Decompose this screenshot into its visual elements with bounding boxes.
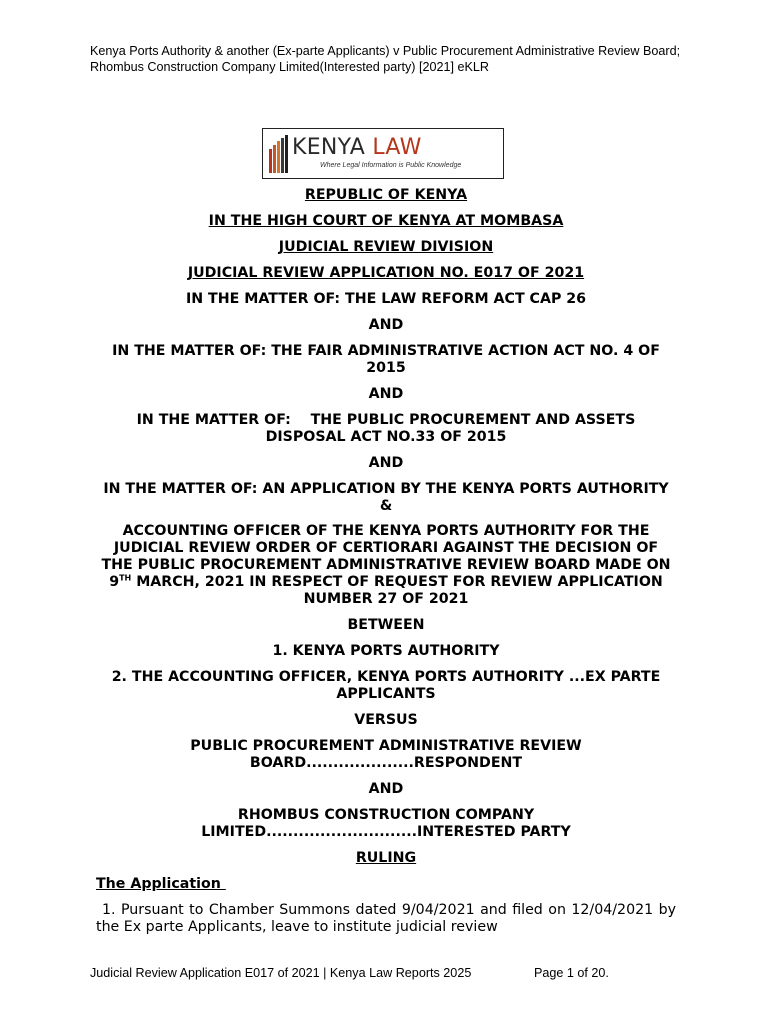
document-body [96,187,676,936]
party-interested: RHOMBUS CONSTRUCTION COMPANY LIMITED............................INTERESTED PARTY [201,807,571,840]
party-kenya-ports: 1. KENYA PORTS AUTHORITY [272,643,500,659]
between-separator: BETWEEN [347,617,425,633]
and-separator: AND [368,386,404,402]
matter-accounting-officer [96,523,676,608]
court-heading: IN THE HIGH COURT OF KENYA AT MOMBASA [208,213,564,229]
matter-application: IN THE MATTER OF: AN APPLICATION BY THE KENYA PORTS AUTHORITY & [103,481,669,514]
and-separator: AND [368,455,404,471]
ordinal-suffix: TH [119,573,132,583]
page-footer [90,965,690,981]
matter-procurement-act: IN THE MATTER OF: THE PUBLIC PROCUREMENT AND ASSETS DISPOSAL ACT NO.33 OF 2015 [136,412,641,445]
matter-text-a: ACCOUNTING OFFICER OF THE KENYA PORTS AUTHORITY FOR THE JUDICIAL REVIEW ORDER OF CERTIORARI AGAINST THE DECISION OF THE PUBLIC PROCUREMENT ADMINISTRATIVE REVIEW BOARD MADE ON 9 [101,523,671,590]
ruling-heading: RULING [355,850,417,866]
matter-fair-admin: IN THE MATTER OF: THE FAIR ADMINISTRATIVE ACTION ACT NO. 4 OF 2015 [112,343,660,376]
versus-separator: VERSUS [354,712,418,728]
logo-wordmark [292,135,422,161]
and-separator: AND [368,781,404,797]
application-heading: JUDICIAL REVIEW APPLICATION NO. E017 OF 2021 [187,265,585,281]
section-heading: The Application [96,876,226,892]
republic-heading: REPUBLIC OF KENYA [304,187,468,203]
page-number: Page 1 of 20. [534,966,609,980]
footer-report: Judicial Review Application E017 of 2021 | Kenya Law Reports 2025 [90,966,472,980]
and-separator: AND [368,317,404,333]
pillars-icon [269,135,291,173]
division-heading: JUDICIAL REVIEW DIVISION [278,239,494,255]
logo-tagline: Where Legal Information is Public Knowledge [320,162,462,169]
party-respondent: PUBLIC PROCUREMENT ADMINISTRATIVE REVIEW BOARD....................RESPONDENT [190,738,582,771]
matter-law-reform: IN THE MATTER OF: THE LAW REFORM ACT CAP 26 [185,291,587,307]
running-header: Kenya Ports Authority & another (Ex-parte Applicants) v Public Procurement Administrative Review Board; Rhombus Construction Company Limited(Interested party) [2021] eKLR [90,44,681,74]
logo-word-law: LAW [372,135,422,160]
logo-word-kenya: KENYA [292,135,366,160]
paragraph-1: 1. Pursuant to Chamber Summons dated 9/04/2021 and filed on 12/04/2021 by the Ex parte Applicants, leave to institute judicial review [96,902,676,935]
party-accounting-officer: 2. THE ACCOUNTING OFFICER, KENYA PORTS AUTHORITY ...EX PARTE APPLICANTS [111,669,661,702]
matter-text-b: MARCH, 2021 IN RESPECT OF REQUEST FOR REVIEW APPLICATION NUMBER 27 OF 2021 [131,574,663,607]
kenya-law-logo [262,128,504,179]
